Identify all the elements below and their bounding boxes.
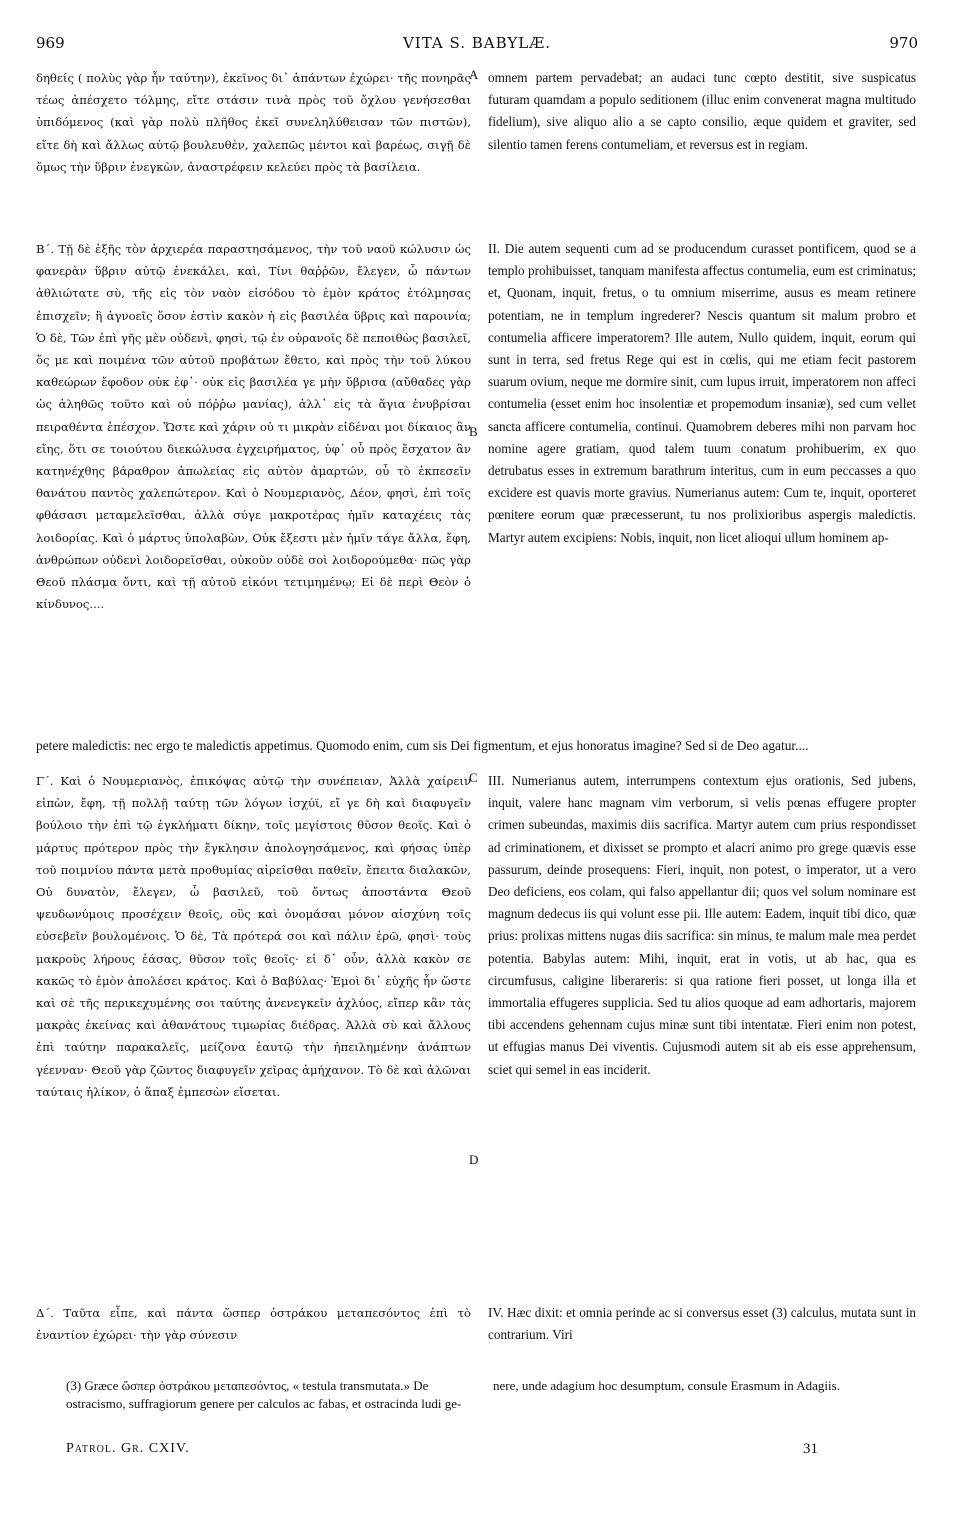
latin-paragraph-3: III. Numerianus autem, interrumpens contextum ejus orationis, Sed jubens, inquit, valere hanc magnam vim verborum, si velis pœnas effugere propter crimen subeundas, maximis diis sacrifica. Martyr autem cum prius respondisset ad criminationem, et dixisset se prompto et alacri animo pro grege quævis esse passurum, deinde prosequens: Fieri, inquit, non potest, o imperator, ut a vero Deo deficiens, eos colam, qui falso appellantur dii; quos vel solum nominare est magnum dedecus iis qui volunt esse pii. Ille autem: Eadem, inquit tibi dico, quæ prius: prolixas mittens nugas diis sacrifica: sin minus, te malum male mea perdet potentia. Babylas autem: Mihi, inquit, erat in votis, ut ab hac, qua es circumfusus, caligine liberareris: si qua ratione fieri posset, ut longa illa et immortalia effugeres supplicia. Sed tu alios quoque ad eam adhortaris, majorem tibi accendens gehennam cujus minæ sunt tibi intentatæ. Fieri enim non potest, ut effugias manus Dei viventis. Cujusmodi autem sit ab eis esse apprehensum, sciet qui semel in eas inciderit. bbox=[488, 773, 916, 1077]
latin-fullwidth-continuation: petere maledictis: nec ergo te maledictis appetimus. Quomodo enim, cum sis Dei figmentum, et ejus honoratus imagine? Sed si de Deo agatur.... bbox=[36, 738, 809, 754]
latin-paragraph-2: II. Die autem sequenti cum ad se producendum curasset pontificem, quod se a templo prohibuisset, tanquam manifesta affectus contumelia, eum est criminatus; et, Quonam, inquit, fretus, o tu omnium miserrime, ausus es meam retinere potentiam, ne in templum ingrederer? Nescis quantum sit malum probro et contumelia afficere imperatorem? Ille autem, Nullo quidem, inquit, eorum qui sunt in terra, sed fretus Rege qui est in cœlis, qui me etiam fecit pastorem suarum ovium, neque me dormire sinit, cum lupus irruit, imperatorem non affeci contumelia (esset enim hoc insolentiæ et propemodum insaniæ), sed cum vellet sancta afficere contumelia, continui. Quamobrem deberes mihi non parvam hoc nomine agere gratiam, quod talem tuum conatum prohibuerim, ex quo detrubatus esses in extremum barathrum interitus, cum in eum peccasses a quo excidere est quavis morte gravius. Numerianus autem: Cum te, inquit, oporteret pœnitere eorum quæ præcesserunt, tu nos prolixioribus aspergis maledictis. Martyr autem excipiens: Nobis, inquit, non licet alioqui ullum hominem ap- bbox=[488, 241, 916, 545]
page-number-right: 970 bbox=[889, 34, 918, 52]
page-header bbox=[36, 34, 918, 58]
greek-paragraph-2: Β΄. Τῇ δὲ ἑξῆς τὸν ἀρχιερέα παραστησάμενος, τὴν τοῦ ναοῦ κώλυσιν ὡς φανερὰν ὕβριν αὐτῷ ἐνεκάλει, καὶ, Τίνι θαῤῥῶν, ἔλεγεν, ὦ πάντων ἀθλιώτατε σὺ, τῆς εἰς τὸν ναὸν εἰσόδου τὸ ἐμὸν κράτος ἐτόλμησας ἐπισχεῖν; ἢ ἀγνοεῖς ὅσον ἐστὶν κακὸν ἡ εἰς βασιλέα ὕβρις καὶ παροινία; Ὁ δὲ, Τῶν ἐπὶ γῆς μὲν οὐδενὶ, φησὶ, τῷ ἐν οὐρανοῖς δὲ πεποιθὼς βασιλεῖ, ὅς με καὶ ποιμένα τῶν αὐτοῦ προβάτων ἔθετο, καὶ πρὸς τὴν τοῦ λύκου καθεώρων ἔφοδον οὐκ ἐφ᾽· οὐκ εἰς βασιλέα γε μὴν ὕβρισα (αὔθαδες γὰρ ὡς ἀληθῶς τοῦτο καὶ οὐ πόῤῥω μανίας), ἀλλ᾽ εἰς τὰ ἅγια ἐνυβρίσαι πειραθέντα ἐπέσχον. Ὥστε καὶ χάριν οὐ τι μικρὰν εἰδέναι μοι δίκαιος ἂν εἴης, ὅτι σε τοιούτου διεκώλυσα ἐγχειρήματος, ὑφ᾽ οὗ πρὸς ἔσχατον ἂν κατηνέχθης βάραθρον ἀπωλείας εἰς αὐτὸν ἁμαρτών, οὗ τὸ ἐκπεσεῖν θανάτου παντὸς χαλεπώτερον. Καὶ ὁ Νουμεριανὸς, Δέον, φησὶ, ἐπὶ τοῖς φθάσασι μεταμελεῖσθαι, ἀλλὰ σύγε μακροτέρας ἡμῖν καταχέεις τὰς λοιδορίας. Καὶ ὁ μάρτυς ὑπολαβὼν, Οὐκ ἔξεστι μὲν ἡμῖν τάγε ἄλλα, ἔφη, ἀνθρώπων οὐδενὶ λοιδορεῖσθαι, οὐκοῦν οὐδὲ σοὶ λοιδορούμεθα· πῶς γὰρ Θεοῦ πλάσμα ὄντι, καὶ τῇ αὐτοῦ εἰκόνι τετιμημένῳ; Εἰ δὲ περὶ Θεὸν ὁ κίνδυνος.... bbox=[36, 242, 471, 612]
latin-paragraph-1: omnem partem pervadebat; an audaci tunc cœpto destitit, sive suspicatus futuram quamdam a populo seditionem (illuc enim convenerat magna multitudo fidelium), sive aliquo alio a se capto consilio, æque quidem et graviter, sed silentio tamen ferens contumeliam, et reversus est in regiam. bbox=[488, 70, 916, 152]
footnote-right: nere, unde adagium hoc desumptum, consule Erasmum in Adagiis. bbox=[493, 1378, 840, 1393]
signature-mark: Patrol. Gr. CXIV. bbox=[66, 1441, 190, 1456]
page-number-left: 969 bbox=[36, 34, 65, 52]
margin-marker-b: B bbox=[469, 424, 478, 439]
greek-paragraph-4: Δ΄. Ταῦτα εἶπε, καὶ πάντα ὥσπερ ὀστράκου μεταπεσόντος ἐπὶ τὸ ἐναντίον ἐχώρει· τὴν γὰρ σύνεσιν bbox=[36, 1306, 471, 1343]
greek-paragraph-3: Γ΄. Καὶ ὁ Νουμεριανὸς, ἐπικόψας αὐτῷ τὴν συνέπειαν, Ἀλλὰ χαίρειν εἰπὼν, ἔφη, τῇ πολλῇ ταύτῃ τῶν λόγων ἰσχύϊ, εἴ γε δὴ καὶ διαφυγεῖν βούλοιο τὴν ἐπὶ τῷ ἐγκλήματι δίκην, τοῖς μεγίστοις θῦσον θεοῖς. Καὶ ὁ μάρτυς πρότερον πρὸς τὴν ἔγκλησιν ἀπολογησάμενος, καὶ φήσας ὑπὲρ τοῦ ποιμνίου πάντα μετὰ προθυμίας αἱρεῖσθαι παθεῖν, ἔπειτα διαλακῶν, Οὐ δυνατὸν, ἔλεγεν, ὦ βασιλεῦ, τοῦ ὄντως ἀποστάντα Θεοῦ ψευδωνύμοις προσέχειν θεοῖς, οὓς καὶ ὀνομάσαι μόνον αἰσχύνη τοῖς εὐσεβεῖν βουλομένοις. Ὁ δὲ, Τὰ πρότερά σοι καὶ πάλιν ἐρῶ, φησὶ· τοὺς μακροὺς λήρους ἐάσας, θῦσον τοῖς θεοῖς· εἰ δ᾽ οὖν, ἀλλὰ κακὸν σε κακῶς τὸ ἐμὸν ἀπολέσει κράτος. Καὶ ὁ Βαβύλας· Ἐμοὶ δι᾽ εὐχῆς ἦν ὥστε καὶ σὲ τῆς περικεχυμένης σοι ταύτης ἀνενεγκεῖν ἀχλύος, εἴπερ κἂν τὰς μακρὰς ἐκείνας καὶ ἀθανάτους τιμωρίας διέδρας. Ἀλλὰ σὺ καὶ ἄλλους ἐπὶ ταύτην παρακαλεῖς, μείζονα ἑαυτῷ τὴν ἠπειλημένην ἀνάπτων γέενναν· Θεοῦ γὰρ ζῶντος διαφυγεῖν χεῖρας ἀμήχανον. Τὸ δὲ καὶ ἁλῶναι ταύταις ἡλίκον, ὁ ἅπαξ ἐμπεσὼν εἴσεται. bbox=[36, 774, 471, 1099]
margin-marker-d: D bbox=[469, 1152, 479, 1167]
margin-marker-c: C bbox=[469, 770, 478, 785]
latin-paragraph-4: IV. Hæc dixit: et omnia perinde ac si conversus esset (3) calculus, mutata sunt in contrarium. Viri bbox=[488, 1305, 916, 1343]
footnote-left: (3) Græce ὥσπερ ὀστράκου μεταπεσόντος, « testula transmutata.» De ostracismo, suffragiorum genere per calculos ac fabas, et ostracinda ludi ge- bbox=[66, 1378, 462, 1411]
signature-number: 31 bbox=[803, 1441, 818, 1457]
greek-paragraph-1: δηθείς ( πολὺς γὰρ ἦν ταύτην), ἐκεῖνος δι᾽ ἁπάντων ἐχώρει· τῆς πονηρᾶς τέως ἀπέσχετο τόλμης, εἴτε στάσιν τινὰ πρὸς τοῦ ὄχλου γενήσεσθαι ὑπιδόμενος (καὶ γὰρ πολὺ πλῆθος ἐκεῖ συνεληλύθεισαν τῶν πιστῶν), εἴτε δὴ καὶ ἄλλως αὐτῷ βουλευθὲν, χαλεπῶς μέντοι καὶ βαρέως, σιγῇ δὲ ὅμως τὴν ὕβριν ἐνεγκὼν, ἀναστρέφειν κελεύει πρὸς τὰ βασίλεια. bbox=[36, 71, 471, 174]
running-title: VITA S. BABYLÆ. bbox=[402, 34, 552, 52]
margin-marker-a: A bbox=[469, 67, 479, 82]
